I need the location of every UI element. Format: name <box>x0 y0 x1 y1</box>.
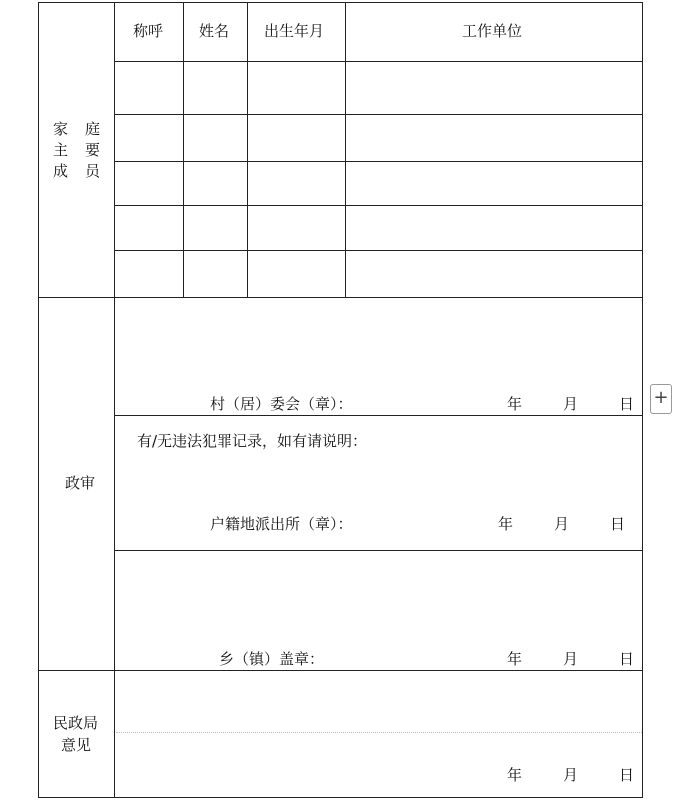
criminal-record-note: 有/无违法犯罪记录，如有请说明： <box>137 432 368 450</box>
family-label-4: 庭 <box>85 120 101 138</box>
table-cell[interactable] <box>115 62 182 113</box>
family-label-5: 要 <box>85 141 101 159</box>
township-month: 月 <box>563 650 579 668</box>
family-label-2: 主 <box>53 141 69 159</box>
column-divider <box>345 2 346 298</box>
village-month: 月 <box>563 395 579 413</box>
table-border-bottom <box>38 797 643 798</box>
table-cell[interactable] <box>346 62 641 113</box>
civil-affairs-opinion-cell[interactable] <box>115 671 641 729</box>
civil-affairs-day: 日 <box>619 766 635 784</box>
civil-affairs-month: 月 <box>563 766 579 784</box>
header-relation: 称呼 <box>133 22 164 40</box>
family-label-6: 员 <box>85 162 101 180</box>
civil-affairs-label-line1: 民政局 <box>53 714 99 732</box>
police-year: 年 <box>498 515 514 533</box>
village-stamp-label: 村（居）委会（章）： <box>210 395 353 413</box>
township-day: 日 <box>619 650 635 668</box>
row-divider <box>114 161 643 162</box>
column-divider <box>183 2 184 298</box>
police-month: 月 <box>554 515 570 533</box>
village-year: 年 <box>507 395 523 413</box>
header-employer: 工作单位 <box>462 22 523 40</box>
village-opinion-cell[interactable] <box>115 298 641 388</box>
row-divider <box>114 114 643 115</box>
township-stamp-label: 乡（镇）盖章： <box>219 650 325 668</box>
table-border-right <box>642 2 643 798</box>
header-birth: 出生年月 <box>264 22 325 40</box>
dotted-guide-line <box>116 732 642 733</box>
civil-affairs-label-line2: 意见 <box>61 736 92 754</box>
table-border-left <box>38 2 39 798</box>
table-border-top <box>38 2 643 3</box>
civil-affairs-year: 年 <box>507 766 523 784</box>
header-name: 姓名 <box>199 22 230 40</box>
row-divider <box>114 205 643 206</box>
row-divider <box>114 250 643 251</box>
row-divider <box>114 550 643 551</box>
add-row-button[interactable]: + <box>650 384 672 414</box>
column-divider <box>247 2 248 298</box>
police-stamp-label: 户籍地派出所（章）： <box>210 515 353 533</box>
police-day: 日 <box>610 515 626 533</box>
township-year: 年 <box>507 650 523 668</box>
family-label-3: 成 <box>53 162 69 180</box>
row-divider <box>114 415 643 416</box>
political-review-label: 政审 <box>65 474 96 492</box>
family-label-1: 家 <box>53 120 69 138</box>
village-day: 日 <box>619 395 635 413</box>
